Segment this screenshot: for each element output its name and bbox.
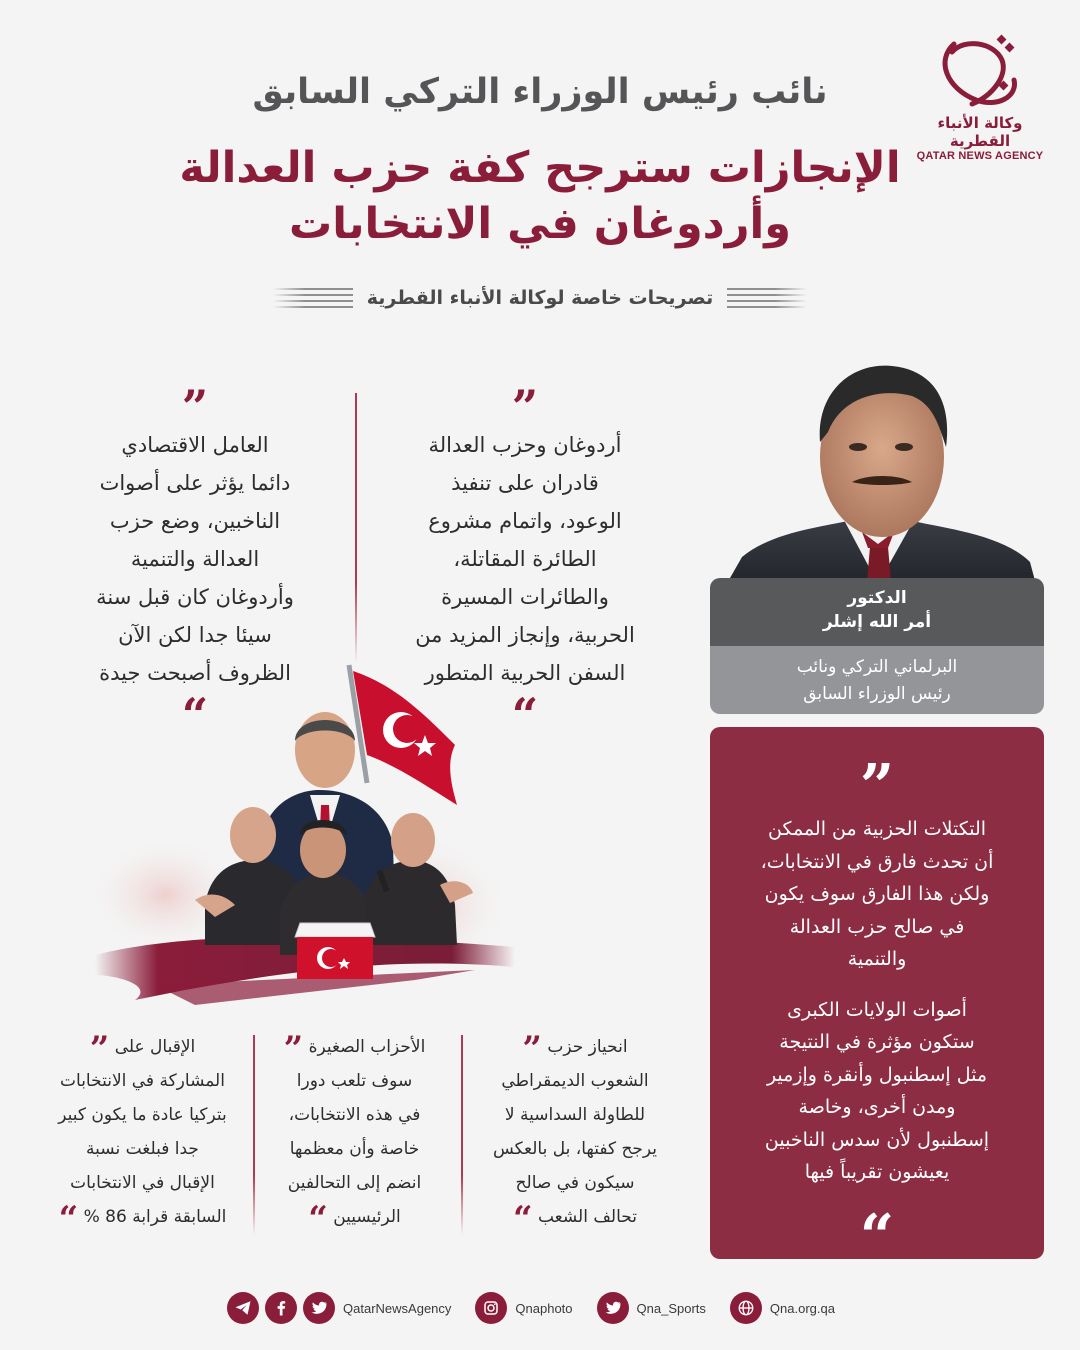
highlight-quote-para-2: أصوات الولايات الكبرى ستكون مؤثرة في النتيجة مثل إسطنبول وأنقرة وإزمير ومدن أخرى، وخاصة إسطنبول لأن سدس الناخبين يعيشون تقريباً فيها xyxy=(764,998,990,1183)
column-divider xyxy=(461,1035,463,1235)
quote-line: الرئيسيين “ xyxy=(308,1199,401,1239)
quote-line: انحياز حزب ” xyxy=(522,1029,628,1069)
quote-small-3 xyxy=(30,1029,255,1239)
quote-line: السابقة قرابة 86 % “ xyxy=(58,1199,227,1239)
quote-open-icon: ” xyxy=(283,1029,304,1069)
qna-emblem-icon xyxy=(932,30,1028,110)
quote-line: الإقبال على ” xyxy=(89,1029,196,1069)
quote-close-icon: “ xyxy=(513,1199,533,1239)
headline-line-1: الإنجازات سترجح كفة حزب العدالة xyxy=(179,143,901,193)
social-footer xyxy=(0,1288,1080,1328)
quote-line: للطاولة السداسية لا xyxy=(504,1105,646,1125)
column-divider xyxy=(355,393,357,663)
quote-line: في هذه الانتخابات، xyxy=(288,1105,421,1125)
subline-row xyxy=(250,283,830,313)
facebook-icon[interactable] xyxy=(265,1292,297,1324)
quote-close-icon: “ xyxy=(511,688,539,742)
telegram-icon[interactable] xyxy=(227,1292,259,1324)
speaker-title: الدكتور xyxy=(847,588,907,608)
speaker-role-card xyxy=(710,646,1044,714)
quote-text: العامل الاقتصادي دائما يؤثر على أصوات الناخبين، وضع حزب العدالة والتنمية وأردوغان كان قبل سنة سيئا جدا لكن الآن الظروف أصبحت جيدة xyxy=(96,433,294,685)
quote-open-icon: ” xyxy=(511,380,539,434)
quote-line: بتركيا عادة ما يكون كبير xyxy=(58,1105,227,1125)
quote-line: خاصة وأن معظمها xyxy=(289,1139,420,1159)
portrait-photo-icon xyxy=(712,352,1044,592)
quote-close-icon: “ xyxy=(859,1201,895,1272)
quote-small-1 xyxy=(470,1029,680,1239)
quote-line: الأحزاب الصغيرة ” xyxy=(283,1029,426,1069)
qna-logo xyxy=(905,30,1055,162)
logo-text-en: QATAR NEWS AGENCY xyxy=(916,150,1044,162)
quote-line: تحالف الشعب “ xyxy=(513,1199,637,1239)
twitter-icon[interactable] xyxy=(303,1292,335,1324)
quote-open-icon: ” xyxy=(522,1029,542,1069)
kicker-title: نائب رئيس الوزراء التركي السابق xyxy=(252,72,828,112)
quote-open-icon: ” xyxy=(89,1029,110,1069)
qnaphoto-handle[interactable]: Qnaphoto xyxy=(515,1300,573,1316)
quote-close-icon: “ xyxy=(58,1199,79,1239)
candidates-collage-icon xyxy=(95,655,515,1015)
decorative-lines-left xyxy=(273,288,353,308)
website-link[interactable]: Qna.org.qa xyxy=(769,1300,835,1316)
highlight-quote-box xyxy=(710,727,1044,1272)
subline-text: تصريحات خاصة لوكالة الأنباء القطرية xyxy=(366,287,714,309)
instagram-icon[interactable] xyxy=(475,1292,507,1324)
globe-icon[interactable] xyxy=(730,1292,762,1324)
speaker-portrait xyxy=(712,352,1044,592)
quote-line: المشاركة في الانتخابات xyxy=(60,1071,225,1091)
quote-text: أردوغان وحزب العدالة قادران على تنفيذ الوعود، واتمام مشروع الطائرة المقاتلة، والطائرات المسيرة الحربية، وإنجاز المزيد من السفن الحربية المتطور xyxy=(415,433,635,685)
headline-line-2: وأردوغان في الانتخابات xyxy=(289,199,791,249)
election-illustration xyxy=(95,655,515,1015)
speaker-role-line-2: رئيس الوزراء السابق xyxy=(803,684,951,704)
quote-line: يرجح كفتها، بل بالعكس xyxy=(492,1139,658,1159)
quote-open-icon: ” xyxy=(859,752,895,822)
quote-close-icon: “ xyxy=(181,688,209,742)
logo-text-ar: وكالة الأنباء القطرية xyxy=(937,114,1023,150)
qna-sports-handle[interactable]: Qna_Sports xyxy=(636,1300,706,1316)
speaker-role-line-1: البرلماني التركي ونائب xyxy=(796,657,958,677)
highlight-quote-para-1: التكتلات الحزبية من الممكن أن تحدث فارق في الانتخابات، ولكن هذا الفارق سوف يكون في صالح حزب العدالة والتنمية xyxy=(760,818,994,970)
twitter-sports-icon[interactable] xyxy=(597,1292,629,1324)
quote-open-icon: ” xyxy=(181,380,209,434)
speaker-name-card xyxy=(710,578,1044,646)
quote-line: سيكون في صالح xyxy=(515,1173,635,1193)
decorative-lines-right xyxy=(727,288,807,308)
quote-line: الشعوب الديمقراطي xyxy=(501,1071,649,1091)
quote-line: الإقبال في الانتخابات xyxy=(70,1173,215,1193)
qatarnewsagency-handle[interactable]: QatarNewsAgency xyxy=(343,1300,452,1316)
quote-line: سوف تلعب دورا xyxy=(296,1071,413,1091)
quote-line: جدا فبلغت نسبة xyxy=(86,1139,199,1159)
quote-small-2 xyxy=(252,1029,457,1239)
quote-close-icon: “ xyxy=(308,1199,328,1239)
headline xyxy=(160,140,920,252)
quote-line: انضم إلى التحالفين xyxy=(287,1173,422,1193)
speaker-name: أمر الله إشلر xyxy=(822,612,932,632)
